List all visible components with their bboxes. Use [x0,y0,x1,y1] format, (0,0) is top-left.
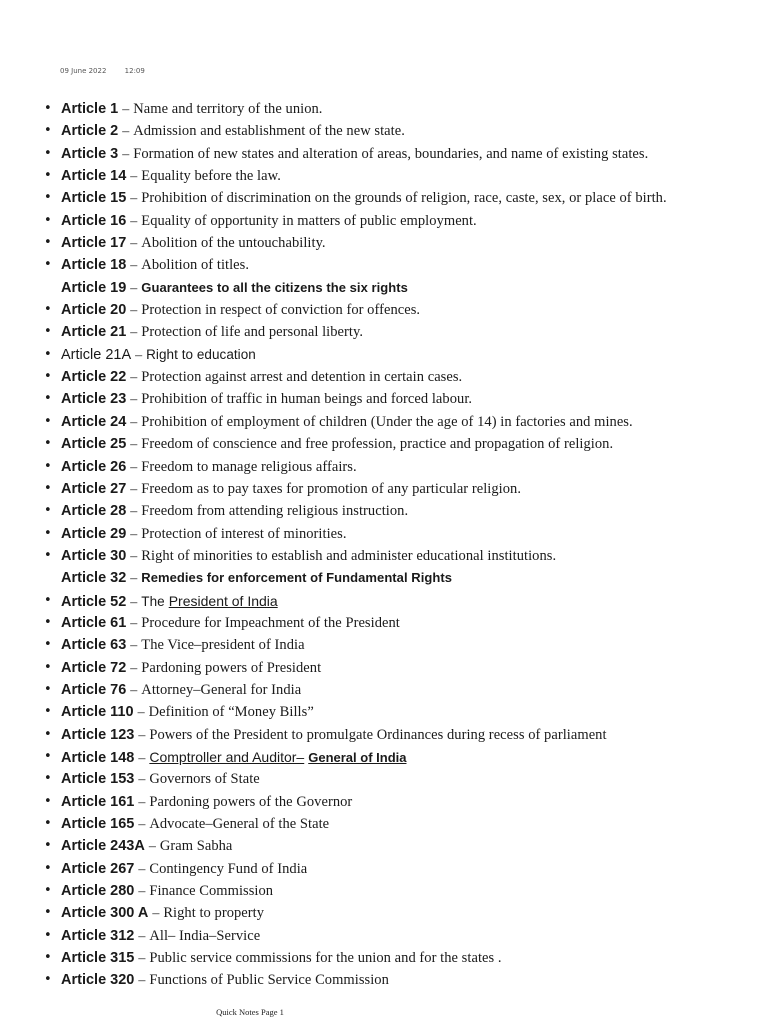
article-number: Article 312 [61,927,135,944]
article-number: Article 26 [61,458,127,475]
bullet-icon: • [44,681,52,697]
separator: – [130,481,138,497]
list-item [0,254,768,276]
bullet-icon: • [44,704,52,720]
separator: – [138,861,146,877]
separator: – [138,973,146,989]
article-number: Article 22 [61,369,127,386]
list-item [0,366,768,388]
article-description: Right to property [163,905,265,922]
bullet-icon: • [44,883,52,899]
article-number: Article 315 [61,950,135,967]
article-number: Article 27 [61,480,127,497]
article-number: Article 72 [61,659,127,676]
bullet-icon: • [44,905,52,921]
article-number: Article 2 [61,123,119,140]
separator: – [130,437,138,453]
list-item [0,746,768,768]
bullet-icon: • [44,637,52,653]
article-description: Functions of Public Service Commission [149,972,389,989]
separator: – [130,280,138,296]
separator: – [130,571,138,587]
comptroller-link[interactable]: Comptroller and Auditor– [149,748,305,765]
bullet-icon: • [44,927,52,943]
article-number: Article 29 [61,525,127,542]
article-number: Article 23 [61,391,127,408]
separator: – [130,504,138,520]
bullet-icon: • [44,436,52,452]
article-description: Pardoning powers of the Governor [149,793,353,810]
separator: – [152,906,160,922]
article-number: Article 110 [61,704,134,721]
separator: – [130,660,138,676]
bullet-icon: • [44,168,52,184]
article-number: Article 21A [61,346,132,363]
bullet-icon: • [44,771,52,787]
article-number: Article 21 [61,324,127,341]
list-item [0,590,768,612]
note-date: 09 June 2022 [60,67,107,75]
list-item [0,947,768,969]
article-description: Freedom of conscience and free profession, practice and propagation of religion. [141,436,614,453]
bullet-icon: • [44,257,52,273]
article-number: Article 52 [61,593,127,610]
article-number: Article 17 [61,235,127,252]
bullet-icon: • [44,726,52,742]
article-number: Article 19 [61,279,127,296]
list-item [0,902,768,924]
list-item [0,768,768,790]
article-description: Finance Commission [149,883,274,900]
separator: – [130,325,138,341]
article-description: Procedure for Impeachment of the President [141,614,400,631]
list-item [0,523,768,545]
bullet-icon: • [44,101,52,116]
bullet-icon: • [44,972,52,988]
article-number: Article 32 [61,570,127,587]
note-time: 12:09 [124,67,145,75]
article-description: Freedom from attending religious instruction. [141,503,409,520]
article-number: Article 3 [61,145,119,162]
separator: – [122,146,130,162]
president-link[interactable]: President of India [168,592,278,609]
bullet-icon: • [44,413,52,429]
list-item [0,344,768,366]
separator: – [135,347,143,363]
bullet-icon: • [44,346,52,362]
article-description: Remedies for enforcement of Fundamental Rights [141,570,453,586]
list-item [0,724,768,746]
article-description: The Vice–president of India [141,637,305,654]
bullet-icon: • [44,369,52,385]
article-description: Contingency Fund of India [149,860,308,877]
separator: – [138,750,146,766]
list-item [0,411,768,433]
article-number: Article 25 [61,436,127,453]
list-item [0,545,768,567]
article-description: Right to education [146,346,256,362]
list-item [0,120,768,142]
note-timestamp [60,67,145,75]
article-number: Article 18 [61,257,127,274]
bullet-icon: • [44,950,52,966]
article-description: Powers of the President to promulgate Ordinances during recess of parliament [149,726,607,743]
bullet-icon: • [44,145,52,161]
bullet-icon: • [44,324,52,340]
article-number: Article 63 [61,637,127,654]
bullet-icon: • [44,748,52,764]
separator: – [130,191,138,207]
list-item [0,612,768,634]
article-number: Article 320 [61,972,135,989]
article-description: Protection of life and personal liberty. [141,324,364,341]
bullet-icon: • [44,525,52,541]
article-description: Right of minorities to establish and administer educational institutions. [141,547,557,564]
article-number: Article 20 [61,302,127,319]
separator: – [130,459,138,475]
separator: – [138,772,146,788]
list-item [0,701,768,723]
bullet-icon: • [44,212,52,228]
article-description: Governors of State [149,771,260,788]
bullet-icon: • [44,659,52,675]
bullet-icon: • [44,816,52,831]
separator: – [122,124,130,140]
separator: – [130,236,138,252]
list-item [0,567,768,589]
bullet-icon: • [44,480,52,496]
article-description: The [141,593,165,609]
list-item [0,299,768,321]
article-number: Article 24 [61,413,127,430]
article-description: Pardoning powers of President [141,659,322,676]
list-item [0,500,768,522]
list-item [0,433,768,455]
separator: – [138,951,146,967]
article-number: Article 15 [61,190,127,207]
article-description: Formation of new states and alteration of areas, boundaries, and name of existing states. [133,145,649,162]
list-item [0,232,768,254]
bullet-icon: • [44,190,52,206]
list-item [0,880,768,902]
article-description: Abolition of the untouchability. [141,235,326,252]
article-description: Attorney–General for India [141,681,302,698]
list-item [0,456,768,478]
article-description: Prohibition of employment of children (Under the age of 14) in factories and mines. [141,413,633,430]
list-item [0,277,768,299]
article-description: Public service commissions for the union and for the states . [149,950,502,967]
article-description: Name and territory of the union. [133,101,323,117]
article-number: Article 14 [61,168,127,185]
article-description: Advocate–General of the State [149,816,330,832]
list-item [0,210,768,232]
article-number: Article 243A [61,838,145,855]
general-of-india-link[interactable]: General of India [308,749,407,765]
list-item [0,858,768,880]
bullet-icon: • [44,838,52,854]
list-item [0,388,768,410]
article-number: Article 28 [61,503,127,520]
bullet-icon: • [44,302,52,318]
separator: – [130,213,138,229]
separator: – [130,392,138,408]
article-description: Prohibition of traffic in human beings and forced labour. [141,391,473,408]
separator: – [130,526,138,542]
article-description: Gram Sabha [159,838,233,855]
article-number: Article 161 [61,793,135,810]
separator: – [130,258,138,274]
list-item [0,143,768,165]
list-item [0,187,768,209]
list-item [0,478,768,500]
list-item [0,321,768,343]
separator: – [138,794,146,810]
separator: – [138,817,146,832]
list-item [0,679,768,701]
separator: – [138,928,146,944]
article-number: Article 153 [61,771,135,788]
article-number: Article 76 [61,681,127,698]
page-footer: Quick Notes Page 1 [216,1007,284,1017]
article-description: Prohibition of discrimination on the grounds of religion, race, caste, sex, or place of birth. [141,190,667,207]
article-description: Freedom to manage religious affairs. [141,458,357,475]
article-description: Protection of interest of minorities. [141,525,347,542]
separator: – [138,884,146,900]
separator: – [130,548,138,564]
article-number: Article 1 [61,101,119,117]
article-description: Equality before the law. [141,168,281,185]
separator: – [130,370,138,386]
list-item [0,98,768,120]
list-item [0,925,768,947]
bullet-icon: • [44,614,52,630]
bullet-icon: • [44,860,52,876]
article-description: Definition of “Money Bills” [148,704,314,721]
bullet-icon: • [44,458,52,474]
list-item [0,165,768,187]
article-number: Article 61 [61,614,127,631]
article-description: Equality of opportunity in matters of public employment. [141,212,477,229]
separator: – [130,682,138,698]
list-item [0,969,768,991]
separator: – [130,414,138,430]
article-description: Freedom as to pay taxes for promotion of any particular religion. [141,480,522,497]
bullet-icon: • [44,547,52,563]
list-item [0,791,768,813]
article-number: Article 16 [61,212,127,229]
bullet-icon: • [44,592,52,608]
separator: – [130,594,138,610]
separator: – [138,727,146,743]
bullet-icon: • [44,793,52,809]
separator: – [130,615,138,631]
article-list [0,98,768,992]
bullet-icon: • [44,123,52,139]
separator: – [130,638,138,654]
separator: – [137,705,145,721]
article-number: Article 123 [61,726,135,743]
list-item [0,657,768,679]
list-item [0,813,768,835]
article-description: Protection against arrest and detention in certain cases. [141,369,463,386]
bullet-icon: • [44,235,52,251]
separator: – [130,169,138,185]
separator: – [122,102,130,117]
article-number: Article 267 [61,860,135,877]
article-description: Admission and establishment of the new state. [133,123,405,140]
separator: – [148,839,156,855]
article-number: Article 30 [61,547,127,564]
separator: – [130,303,138,319]
article-description: Guarantees to all the citizens the six rights [141,279,408,295]
article-number: Article 148 [61,749,135,766]
article-number: Article 300 A [61,905,149,922]
article-number: Article 165 [61,816,135,832]
article-description: Protection in respect of conviction for offences. [141,302,421,319]
article-number: Article 280 [61,883,135,900]
list-item [0,835,768,857]
list-item [0,634,768,656]
bullet-icon: • [44,503,52,519]
article-description: Abolition of titles. [141,257,250,274]
article-description: All– India–Service [149,927,261,944]
bullet-icon: • [44,391,52,407]
